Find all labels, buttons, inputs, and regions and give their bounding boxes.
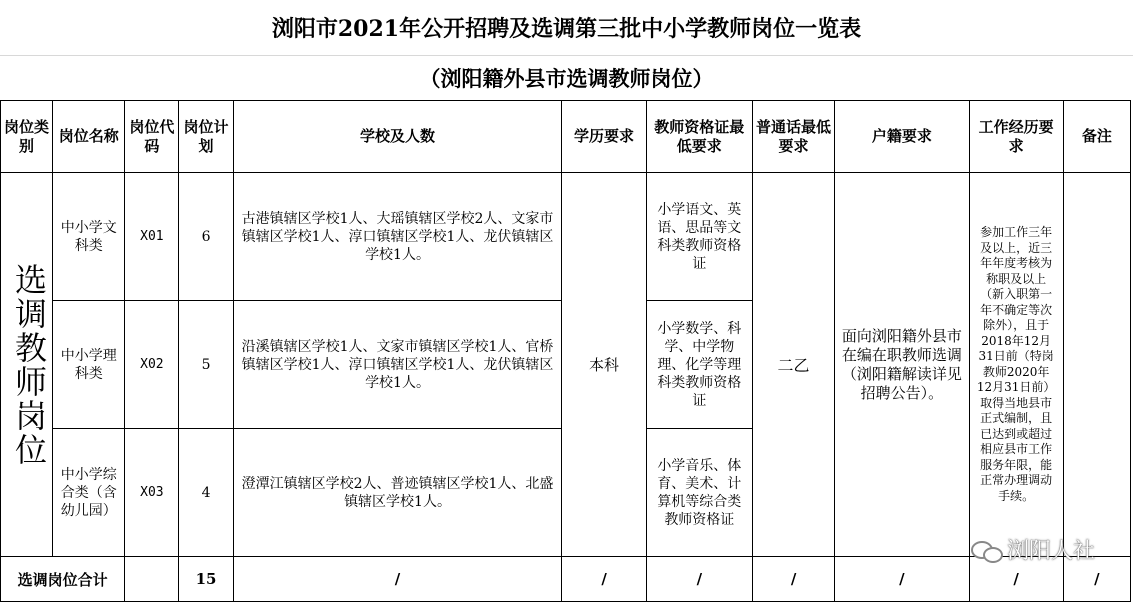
total-education: / [562,557,646,602]
cert-cell: 小学数学、科学、中学物理、化学等理科类教师资格证 [646,301,752,429]
huji-cell: 面向浏阳籍外县市在编在职教师选调（浏阳籍解读详见招聘公告）。 [835,173,969,557]
cert-cell: 小学音乐、体育、美术、计算机等综合类教师资格证 [646,429,752,557]
header-cert: 教师资格证最低要求 [646,101,752,173]
education-cell: 本科 [562,173,646,557]
plan-cell: 5 [179,301,233,429]
header-work: 工作经历要求 [969,101,1063,173]
header-huji: 户籍要求 [835,101,969,173]
total-label: 选调岗位合计 [1,557,125,602]
total-huji: / [835,557,969,602]
header-schools: 学校及人数 [233,101,562,173]
total-remark: / [1063,557,1130,602]
watermark [971,534,1095,565]
mandarin-cell: 二乙 [752,173,834,557]
table-row [1,173,1131,301]
total-plan: 15 [179,557,233,602]
category-value: 选调教师岗位 [10,262,48,467]
header-post-name: 岗位名称 [53,101,125,173]
header-row [1,101,1131,173]
header-education: 学历要求 [562,101,646,173]
schools-cell: 沿溪镇辖区学校1人、文家市镇辖区学校1人、官桥镇辖区学校1人、淳口镇辖区学校1人、龙伏镇辖区学校1人。 [233,301,562,429]
post-code-cell: X03 [125,429,179,557]
total-row [1,557,1131,602]
total-cert: / [646,557,752,602]
header-plan: 岗位计划 [179,101,233,173]
category-cell [1,173,53,557]
header-remark: 备注 [1063,101,1130,173]
header-category: 岗位类别 [1,101,53,173]
post-name-cell: 中小学理科类 [53,301,125,429]
header-mandarin: 普通话最低要求 [752,101,834,173]
total-code-cell [125,557,179,602]
plan-cell: 4 [179,429,233,557]
page-title: 浏阳市2021年公开招聘及选调第三批中小学教师岗位一览表 [0,0,1133,56]
wechat-icon [971,539,1001,561]
total-work: / [969,557,1063,602]
page-subtitle: （浏阳籍外县市选调教师岗位） [419,66,714,91]
watermark-text: 浏阳人社 [1006,539,1095,564]
post-name-cell: 中小学综合类（含幼儿园） [53,429,125,557]
header-code: 岗位代码 [125,101,179,173]
total-schools: / [233,557,562,602]
posts-table [0,100,1131,602]
post-code-cell: X02 [125,301,179,429]
cert-cell: 小学语文、英语、思品等文科类教师资格证 [646,173,752,301]
total-mandarin: / [752,557,834,602]
post-name-cell: 中小学文科类 [53,173,125,301]
remark-cell [1063,173,1130,557]
schools-cell: 古港镇辖区学校1人、大瑶镇辖区学校2人、文家市镇辖区学校1人、淳口镇辖区学校1人、龙伏镇辖区学校1人。 [233,173,562,301]
schools-cell: 澄潭江镇辖区学校2人、普迹镇辖区学校1人、北盛镇辖区学校1人。 [233,429,562,557]
plan-cell: 6 [179,173,233,301]
post-code-cell: X01 [125,173,179,301]
work-cell: 参加工作三年及以上，近三年年度考核为称职及以上（新入职第一年不确定等次除外），且于2018年12月31日前（特岗教师2020年12月31日前）取得当地县市正式编制，且已达到或超过相应县市工作服务年限，能正常办理调动手续。 [969,173,1063,557]
